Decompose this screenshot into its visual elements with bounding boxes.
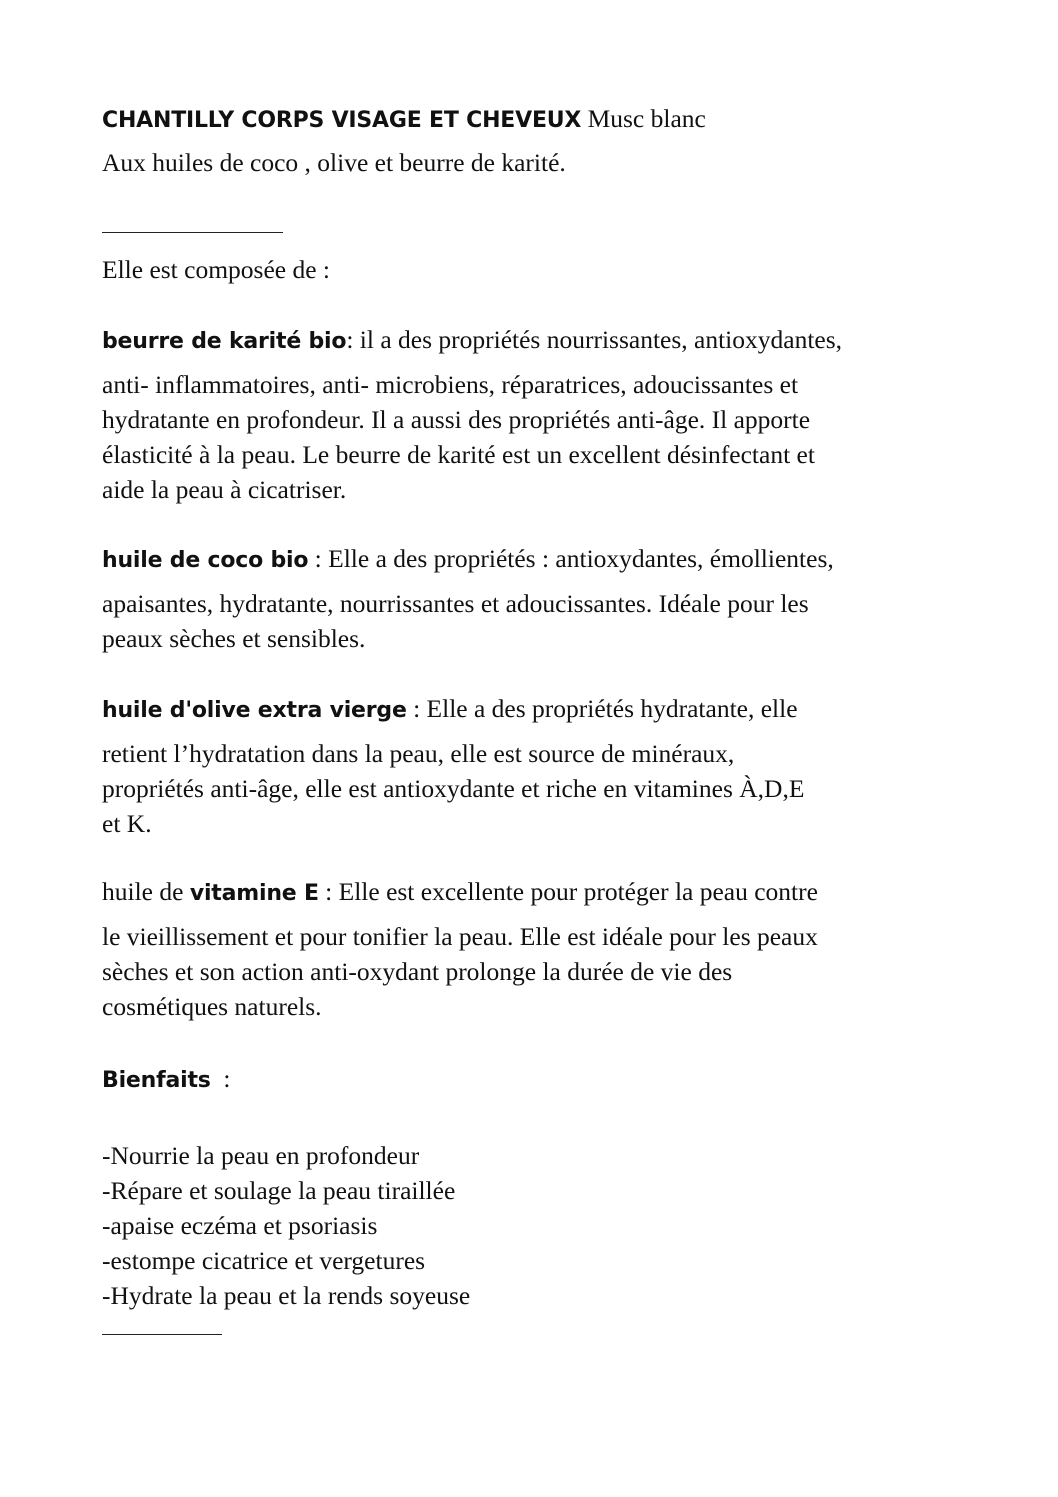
ingredient-description-line: et K. — [102, 809, 152, 838]
product-subtitle: Aux huiles de coco , olive et beurre de karité. — [102, 148, 566, 177]
ingredient-description-line: retient l’hydratation dans la peau, elle est source de minéraux, — [102, 739, 735, 768]
ingredient-name: huile d'olive extra vierge — [102, 698, 407, 723]
ingredient-paragraph-karite — [102, 322, 982, 507]
ingredient-description-line: peaux sèches et sensibles. — [102, 624, 366, 653]
benefit-item: -estompe cicatrice et vergetures — [102, 1246, 426, 1275]
ingredient-paragraph-coco — [102, 541, 982, 656]
ingredient-description-line: sèches et son action anti-oxydant prolonge la durée de vie des — [102, 957, 733, 986]
ingredient-name: vitamine E — [189, 881, 319, 906]
ingredient-description-start: : Elle a des propriétés : antioxydantes, émollientes, — [308, 544, 834, 573]
benefit-item: -apaise eczéma et psoriasis — [102, 1211, 378, 1240]
ingredient-description-line: hydratante en profondeur. Il a aussi des propriétés anti-âge. Il apporte — [102, 405, 811, 434]
divider-top — [102, 232, 283, 233]
benefit-item: -Répare et soulage la peau tiraillée — [102, 1176, 456, 1205]
benefit-item: -Hydrate la peau et la rends soyeuse — [102, 1281, 471, 1310]
ingredient-description-line: aide la peau à cicatriser. — [102, 475, 347, 504]
product-title — [102, 101, 982, 138]
ingredient-first-line — [102, 874, 982, 911]
ingredient-description-start: : Elle a des propriétés hydratante, elle — [406, 694, 798, 723]
benefit-item: -Nourrie la peau en profondeur — [102, 1141, 420, 1170]
ingredient-name: beurre de karité bio — [102, 329, 347, 354]
ingredient-description-line: cosmétiques naturels. — [102, 992, 322, 1021]
ingredient-paragraph-olive — [102, 691, 982, 841]
divider-bottom — [102, 1334, 222, 1335]
ingredient-description-start: : Elle est excellente pour protéger la peau contre — [318, 877, 818, 906]
product-title-bold: CHANTILLY CORPS VISAGE ET CHEVEUX — [102, 108, 582, 133]
ingredient-description-line: propriétés anti-âge, elle est antioxydante et riche en vitamines À,D,E — [102, 774, 805, 803]
benefits-heading-colon: : — [210, 1064, 231, 1093]
ingredient-description-line: apaisantes, hydratante, nourrissantes et adoucissantes. Idéale pour les — [102, 589, 809, 618]
composition-intro: Elle est composée de : — [102, 255, 331, 284]
ingredient-first-line — [102, 541, 982, 578]
ingredient-description-line: anti- inflammatoires, anti- microbiens, réparatrices, adoucissantes et — [102, 370, 799, 399]
benefits-heading-label: Bienfaits — [102, 1068, 211, 1093]
ingredient-first-line — [102, 691, 982, 728]
product-title-scent: Musc blanc — [581, 104, 706, 133]
ingredient-description-line: le vieillissement et pour tonifier la peau. Elle est idéale pour les peaux — [102, 922, 818, 951]
benefits-heading — [102, 1061, 982, 1098]
ingredient-prefix: huile de — [102, 877, 190, 906]
ingredient-paragraph-vitamine-e — [102, 874, 982, 1024]
ingredient-first-line — [102, 322, 982, 359]
ingredient-description-line: élasticité à la peau. Le beurre de karité est un excellent désinfectant et — [102, 440, 815, 469]
ingredient-description-start: : il a des propriétés nourrissantes, antioxydantes, — [346, 325, 843, 354]
benefits-list — [102, 1138, 982, 1313]
ingredient-name: huile de coco bio — [102, 548, 309, 573]
